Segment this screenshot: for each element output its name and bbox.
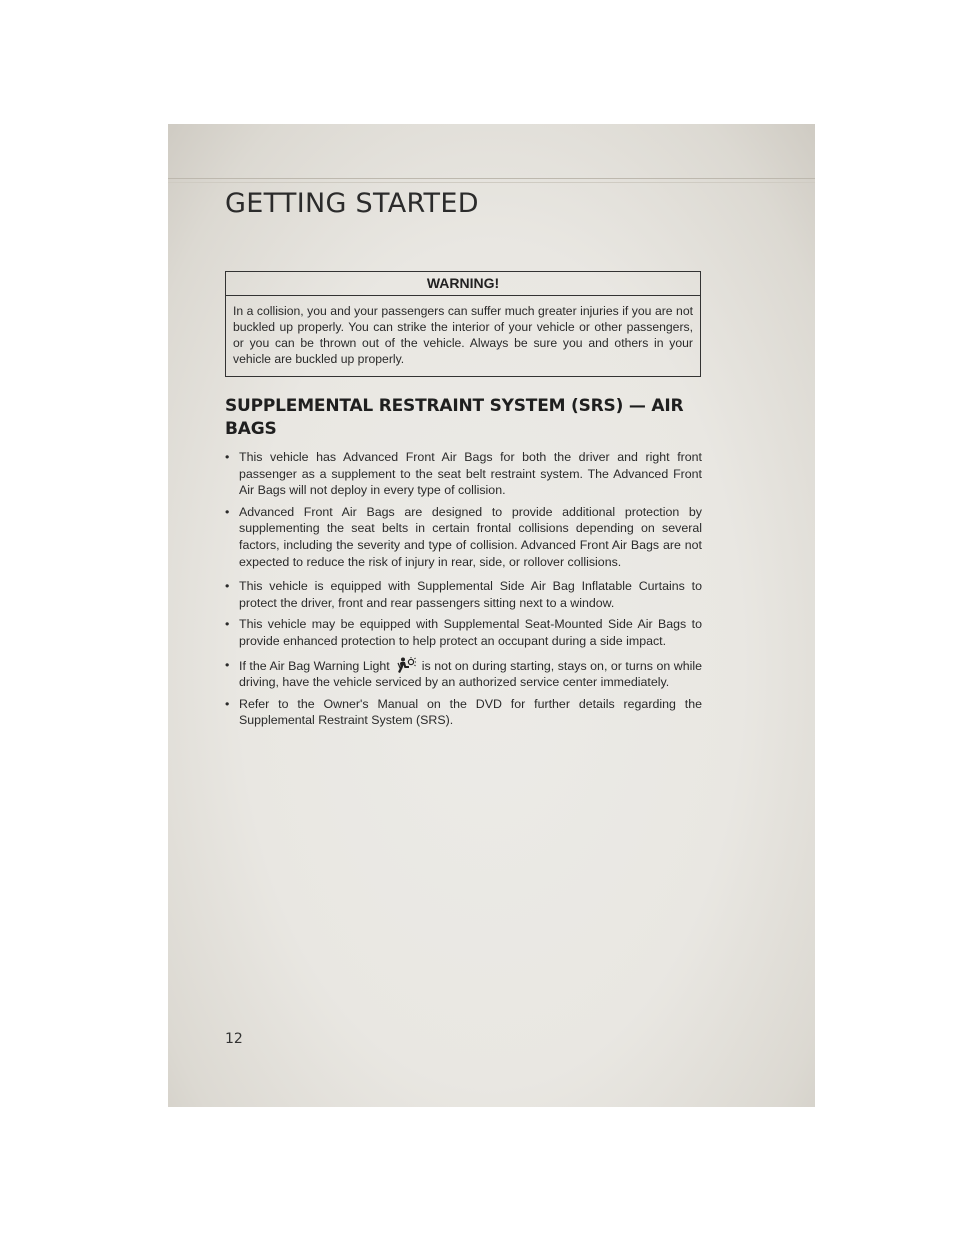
bullet-dot: • <box>225 696 230 711</box>
list-item <box>225 696 702 729</box>
bullet-dot: • <box>225 579 230 594</box>
bullet-dot: • <box>225 504 230 519</box>
bullet-dot: • <box>225 657 230 672</box>
srs-bullet-list <box>225 449 702 729</box>
warning-text: In a collision, you and your passengers can suffer much greater injuries if you are not buckled up properly. You can strike the interior of your vehicle or other passengers, or you can be thrown out of the vehicle. Always be sure you and others in your vehicle are buckled up properly. <box>233 304 693 366</box>
header-rule <box>168 178 815 179</box>
page-number: 12 <box>225 1031 243 1047</box>
srs-heading: SUPPLEMENTAL RESTRAINT SYSTEM (SRS) — AIR BAGS <box>225 396 684 439</box>
airbag-warning-light-icon <box>396 657 416 673</box>
bullet-text: Refer to the Owner's Manual on the DVD for further details regarding the Supplemental Restraint System (SRS). <box>239 696 702 728</box>
list-item <box>225 449 702 499</box>
warning-heading: WARNING! <box>226 272 700 296</box>
bullet-text: Advanced Front Air Bags are designed to provide additional protection by supplementing the seat belts in certain frontal collisions depending on several factors, including the severity and type of collision. Advanced Front Air Bags are not expected to reduce the risk of injury in rear, side, or rollover collisions. <box>239 504 702 569</box>
bullet-text: This vehicle is equipped with Supplemental Side Air Bag Inflatable Curtains to protect the driver, front and rear passengers sitting next to a window. <box>239 579 702 610</box>
bullet-text: This vehicle may be equipped with Supplemental Seat-Mounted Side Air Bags to provide enhanced protection to help protect an occupant during a side impact. <box>239 617 702 648</box>
bullet-text-after-icon: is not on during starting, stays on, or turns on while driving, have the vehicle serviced by an authorized service center immediately. <box>239 658 703 690</box>
header-rule-secondary <box>168 182 815 183</box>
list-item <box>225 504 702 570</box>
list-item <box>225 657 702 691</box>
bullet-dot: • <box>225 617 230 632</box>
bullet-text: This vehicle has Advanced Front Air Bags for both the driver and right front passenger as a supplement to the seat belt restraint system. The Advanced Front Air Bags will not deploy in every type of collision. <box>239 450 702 498</box>
list-item <box>225 616 702 649</box>
manual-page <box>168 124 815 1107</box>
list-item <box>225 578 702 611</box>
section-title: GETTING STARTED <box>225 188 479 219</box>
bullet-dot: • <box>225 450 230 464</box>
bullet-text-before-icon: If the Air Bag Warning Light <box>239 658 390 673</box>
warning-box <box>225 271 701 377</box>
